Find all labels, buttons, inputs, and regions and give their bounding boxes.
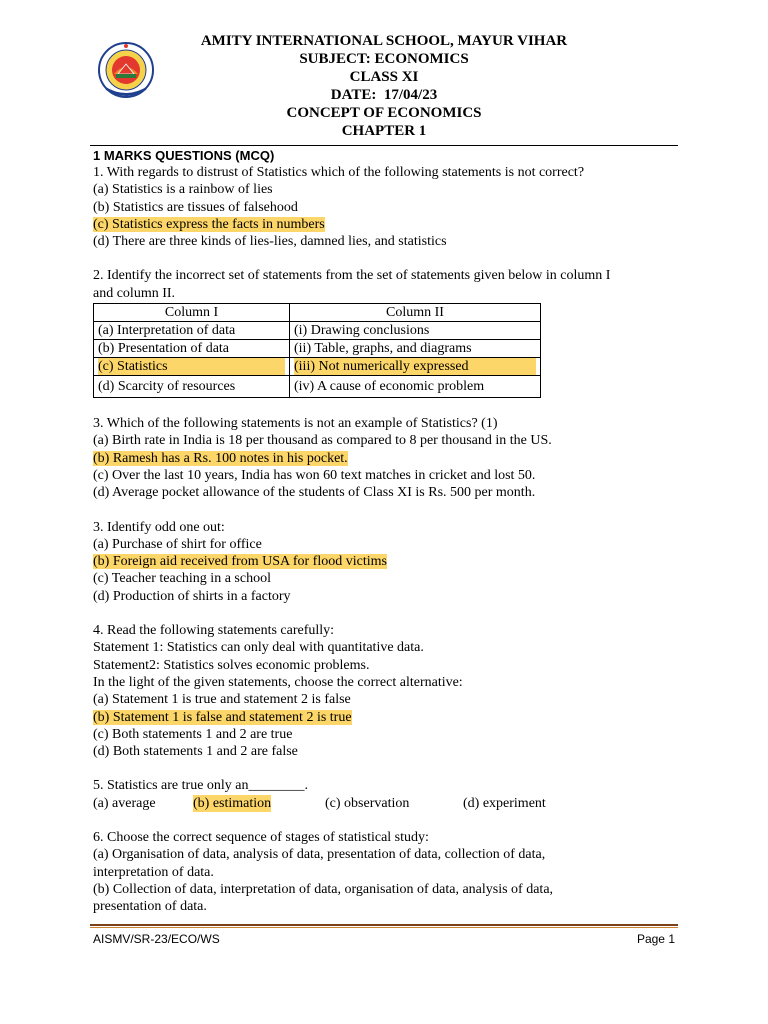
table-cell: (d) Scarcity of resources	[94, 376, 290, 398]
table-cell-highlight: (iii) Not numerically expressed	[294, 358, 536, 375]
q3b-option-a: (a) Purchase of shirt for office	[93, 536, 262, 552]
header-divider	[90, 145, 678, 146]
q4-question: 4. Read the following statements carefully:	[93, 623, 335, 639]
table-header-col1: Column I	[94, 304, 290, 322]
footer-rule-thin	[90, 927, 678, 928]
q4-statement-1: Statement 1: Statistics can only deal with quantitative data.	[93, 640, 424, 656]
q5-option-a: (a) average	[93, 795, 156, 811]
q4-option-d: (d) Both statements 1 and 2 are false	[93, 744, 298, 760]
q1-option-d: (d) There are three kinds of lies-lies, damned lies, and statistics	[93, 234, 447, 250]
q3a-question: 3. Which of the following statements is not an example of Statistics? (1)	[93, 416, 498, 432]
table-cell: (ii) Table, graphs, and diagrams	[290, 340, 541, 358]
q6-question: 6. Choose the correct sequence of stages of statistical study:	[93, 830, 429, 846]
table-header-col2: Column II	[290, 304, 541, 322]
q3b-question: 3. Identify odd one out:	[93, 519, 225, 535]
q1-question: 1. With regards to distrust of Statistics which of the following statements is not correct?	[93, 165, 585, 180]
q4-option-c: (c) Both statements 1 and 2 are true	[93, 726, 293, 742]
q5-option-d: (d) experiment	[463, 795, 546, 811]
table-row	[94, 322, 541, 340]
table-cell-highlight: (c) Statistics	[98, 358, 285, 375]
q5-options	[93, 795, 693, 812]
school-name: AMITY INTERNATIONAL SCHOOL, MAYUR VIHAR	[200, 33, 568, 49]
q6-option-a-line1: (a) Organisation of data, analysis of data, presentation of data, collection of data,	[93, 847, 546, 863]
q2-columns-table	[93, 303, 541, 398]
footer-rule	[90, 924, 678, 926]
q3b-option-d: (d) Production of shirts in a factory	[93, 588, 291, 604]
section-title: 1 MARKS QUESTIONS (MCQ)	[93, 148, 275, 163]
q1-option-b: (b) Statistics are tissues of falsehood	[93, 199, 298, 215]
q4-option-b-answer: (b) Statement 1 is false and statement 2 is true	[93, 709, 352, 725]
q4-statement-2: Statement2: Statistics solves economic problems.	[93, 657, 370, 673]
table-row-answer	[94, 358, 541, 376]
page-number: Page 1	[636, 932, 675, 946]
table-row	[94, 340, 541, 358]
q5-question: 5. Statistics are true only an________.	[93, 778, 309, 794]
q1-option-a: (a) Statistics is a rainbow of lies	[93, 182, 273, 198]
q3b-option-c: (c) Teacher teaching in a school	[93, 571, 271, 587]
q3a-option-a: (a) Birth rate in India is 18 per thousand as compared to 8 per thousand in the US.	[93, 433, 552, 449]
subject-line: SUBJECT: ECONOMICS	[299, 51, 469, 67]
table-cell: (a) Interpretation of data	[94, 322, 290, 340]
table-cell: (i) Drawing conclusions	[290, 322, 541, 340]
class-line: CLASS XI	[349, 69, 419, 85]
date-line: DATE: 17/04/23	[330, 87, 438, 103]
table-cell: (b) Presentation of data	[94, 340, 290, 358]
q4-instruction: In the light of the given statements, choose the correct alternative:	[93, 674, 463, 690]
document-header	[120, 32, 648, 140]
q4-option-a: (a) Statement 1 is true and statement 2 is false	[93, 692, 351, 708]
chapter-line: CHAPTER 1	[341, 123, 427, 139]
questions-body	[93, 147, 693, 916]
q3a-option-b-answer: (b) Ramesh has a Rs. 100 notes in his pocket.	[93, 450, 348, 466]
q2-question-line1: 2. Identify the incorrect set of statements from the set of statements given below in column I	[93, 268, 611, 284]
table-row	[94, 376, 541, 398]
q1-option-c-answer: (c) Statistics express the facts in numbers	[93, 216, 325, 232]
page-footer	[93, 932, 675, 950]
footer-code: AISMV/SR-23/ECO/WS	[93, 932, 220, 946]
q6-option-a-line2: interpretation of data.	[93, 864, 214, 880]
q6-option-b-line1: (b) Collection of data, interpretation of data, organisation of data, analysis of data,	[93, 881, 554, 897]
q5-option-c: (c) observation	[325, 795, 410, 811]
q3b-option-b-answer: (b) Foreign aid received from USA for flood victims	[93, 554, 387, 570]
topic-line: CONCEPT OF ECONOMICS	[286, 105, 482, 121]
q2-question-line2: and column II.	[93, 285, 176, 301]
table-cell: (iv) A cause of economic problem	[290, 376, 541, 398]
q5-option-b-answer: (b) estimation	[193, 795, 272, 811]
q3a-option-d: (d) Average pocket allowance of the students of Class XI is Rs. 500 per month.	[93, 485, 536, 501]
q3a-option-c: (c) Over the last 10 years, India has won 60 text matches in cricket and lost 50.	[93, 467, 536, 483]
q6-option-b-line2: presentation of data.	[93, 899, 207, 915]
